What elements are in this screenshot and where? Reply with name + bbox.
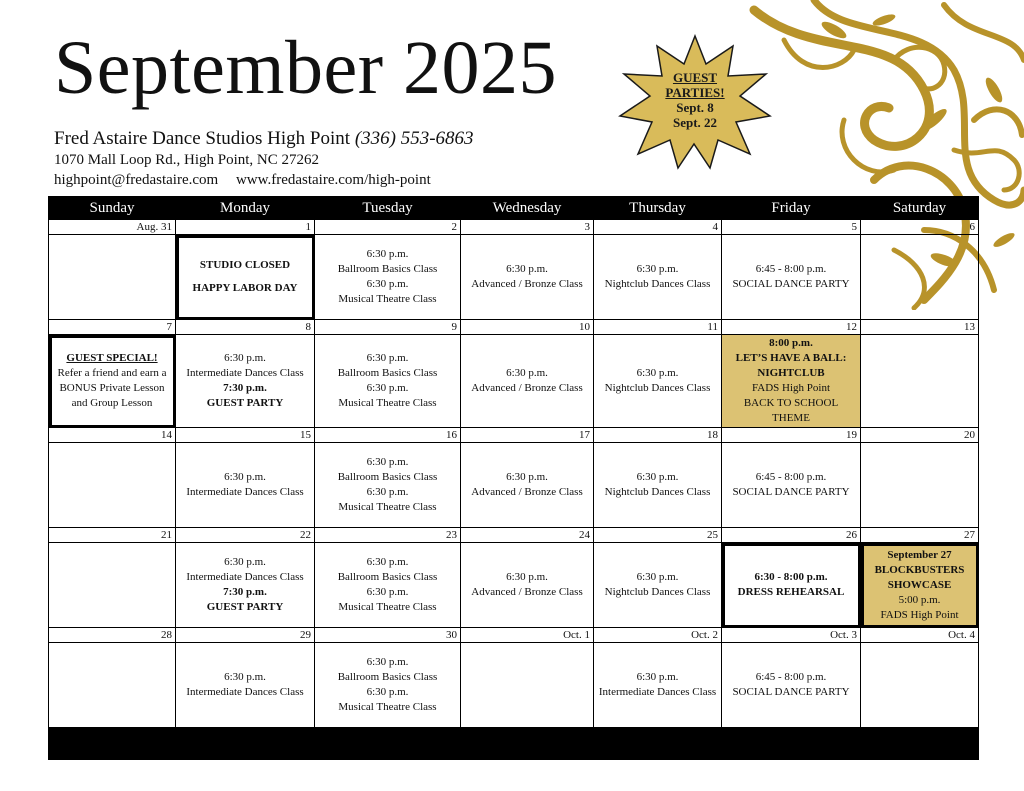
- day-cell-content: [722, 336, 860, 426]
- event-line: HAPPY LABOR DAY: [192, 282, 298, 294]
- day-cell-content: [461, 262, 593, 292]
- day-cell[interactable]: [176, 543, 315, 628]
- event-line: Nightclub Dances Class: [604, 278, 711, 290]
- event-line: GUEST PARTY: [206, 397, 284, 409]
- studio-contact: [54, 172, 431, 189]
- week-row: [49, 335, 979, 428]
- event-line: 6:30 p.m.: [636, 471, 679, 483]
- weekday-thursday: Thursday: [594, 197, 722, 220]
- event-line: Musical Theatre Class: [338, 397, 437, 409]
- event-line: FADS High Point: [751, 382, 831, 394]
- day-cell[interactable]: [176, 335, 315, 428]
- guest-parties-badge-text: [618, 70, 772, 130]
- event-line: 6:30 p.m.: [366, 456, 409, 468]
- day-cell[interactable]: [315, 443, 461, 528]
- date-number: 28: [49, 628, 176, 643]
- burst-date2: Sept. 22: [672, 115, 718, 130]
- day-cell[interactable]: [722, 543, 861, 628]
- event-line: 6:30 p.m.: [224, 671, 266, 683]
- event-line: Ballroom Basics Class: [337, 471, 438, 483]
- event-line: 6:30 p.m.: [366, 248, 409, 260]
- weekday-tuesday: Tuesday: [315, 197, 461, 220]
- event-line: Ballroom Basics Class: [337, 571, 438, 583]
- date-number: Oct. 1: [461, 628, 594, 643]
- day-cell[interactable]: [176, 443, 315, 528]
- calendar-body: [49, 220, 979, 728]
- weekday-wednesday: Wednesday: [461, 197, 594, 220]
- date-number: 16: [315, 428, 461, 443]
- day-cell[interactable]: [722, 643, 861, 728]
- event-line: [180, 273, 310, 281]
- day-cell[interactable]: [461, 235, 594, 320]
- event-line: 6:30 p.m.: [366, 382, 409, 394]
- event-line: DRESS REHEARSAL: [737, 586, 845, 598]
- day-cell[interactable]: [722, 335, 861, 428]
- calendar-footer-bar: [49, 728, 979, 760]
- burst-line2: PARTIES!: [665, 85, 725, 100]
- date-number: 20: [861, 428, 979, 443]
- date-number: 26: [722, 528, 861, 543]
- day-cell[interactable]: [861, 543, 979, 628]
- day-cell[interactable]: [594, 643, 722, 728]
- date-number: 27: [861, 528, 979, 543]
- weekday-sunday: Sunday: [49, 197, 176, 220]
- day-cell-content: [594, 470, 721, 500]
- event-line: 6:30 p.m.: [636, 671, 679, 683]
- day-cell[interactable]: [176, 235, 315, 320]
- event-line: 6:30 p.m.: [366, 656, 409, 668]
- date-number: 17: [461, 428, 594, 443]
- day-cell[interactable]: [861, 643, 979, 728]
- studio-name: Fred Astaire Dance Studios High Point: [54, 128, 351, 149]
- event-line: 5:00 p.m.: [898, 593, 941, 606]
- day-cell[interactable]: [722, 443, 861, 528]
- day-cell[interactable]: [861, 235, 979, 320]
- date-number: 8: [176, 320, 315, 335]
- studio-website[interactable]: www.fredastaire.com/high-point: [235, 172, 431, 188]
- event-line: 6:30 p.m.: [366, 278, 409, 290]
- day-cell-content: [722, 570, 860, 600]
- day-cell-content: [594, 366, 721, 396]
- event-line: Intermediate Dances Class: [186, 486, 304, 498]
- day-cell[interactable]: [315, 335, 461, 428]
- date-number: 5: [722, 220, 861, 235]
- day-cell-content: [315, 351, 460, 411]
- day-cell[interactable]: [461, 643, 594, 728]
- date-number: 25: [594, 528, 722, 543]
- day-cell-content: [594, 670, 721, 700]
- date-number: 19: [722, 428, 861, 443]
- date-number-row: [49, 320, 979, 335]
- day-cell[interactable]: [594, 335, 722, 428]
- event-line: 6:30 - 8:00 p.m.: [754, 571, 828, 583]
- event-line: 6:30 p.m.: [224, 556, 266, 568]
- event-line: SOCIAL DANCE PARTY: [732, 686, 850, 698]
- date-number: 2: [315, 220, 461, 235]
- day-cell[interactable]: [315, 543, 461, 628]
- day-cell-content: [315, 247, 460, 307]
- studio-email[interactable]: highpoint@fredastaire.com: [54, 172, 219, 188]
- date-number-row: [49, 220, 979, 235]
- calendar-grid: [48, 196, 979, 760]
- date-number: 4: [594, 220, 722, 235]
- day-cell-content: [722, 670, 860, 700]
- event-line: Ballroom Basics Class: [337, 263, 438, 275]
- event-line: SOCIAL DANCE PARTY: [732, 486, 850, 498]
- event-line: Intermediate Dances Class: [598, 686, 717, 698]
- day-cell-content: [722, 262, 860, 292]
- event-line: Advanced / Bronze Class: [471, 486, 583, 498]
- date-number: 11: [594, 320, 722, 335]
- event-line: 7:30 p.m.: [223, 382, 267, 394]
- day-cell-content: [594, 262, 721, 292]
- day-cell[interactable]: [49, 235, 176, 320]
- event-line: Ballroom Basics Class: [337, 671, 438, 683]
- burst-line1: GUEST: [672, 70, 718, 85]
- event-line: BACK TO SCHOOL THEME: [743, 397, 839, 424]
- day-cell[interactable]: [722, 235, 861, 320]
- studio-phone: (336) 553-6863: [354, 128, 474, 149]
- date-number-row: [49, 428, 979, 443]
- event-line: 6:45 - 8:00 p.m.: [755, 471, 827, 483]
- day-cell[interactable]: [49, 643, 176, 728]
- event-line: 6:30 p.m.: [224, 352, 266, 364]
- event-line: 6:45 - 8:00 p.m.: [755, 671, 827, 683]
- day-cell[interactable]: [315, 643, 461, 728]
- date-number: 24: [461, 528, 594, 543]
- event-line: 6:30 p.m.: [636, 571, 679, 583]
- date-number: 29: [176, 628, 315, 643]
- date-number: 1: [176, 220, 315, 235]
- date-number: 9: [315, 320, 461, 335]
- week-row: [49, 643, 979, 728]
- date-number: 7: [49, 320, 176, 335]
- day-cell-content: [315, 655, 460, 715]
- day-cell-content: [315, 555, 460, 615]
- event-line: Intermediate Dances Class: [186, 571, 304, 583]
- event-line: Ballroom Basics Class: [337, 367, 438, 379]
- event-line: 6:30 p.m.: [366, 352, 409, 364]
- day-cell[interactable]: [315, 235, 461, 320]
- event-line: Musical Theatre Class: [338, 293, 437, 305]
- day-cell-content: [176, 670, 314, 700]
- event-line: 6:45 - 8:00 p.m.: [755, 263, 827, 275]
- event-line: LET’S HAVE A BALL: NIGHTCLUB: [735, 352, 847, 379]
- date-number: 22: [176, 528, 315, 543]
- date-number: 3: [461, 220, 594, 235]
- day-cell[interactable]: [49, 335, 176, 428]
- date-number: 30: [315, 628, 461, 643]
- day-cell[interactable]: [461, 443, 594, 528]
- weekday-monday: Monday: [176, 197, 315, 220]
- event-line: Advanced / Bronze Class: [471, 586, 583, 598]
- day-cell-content: [594, 570, 721, 600]
- date-number: Oct. 2: [594, 628, 722, 643]
- day-cell[interactable]: [594, 235, 722, 320]
- event-line: 6:30 p.m.: [224, 471, 266, 483]
- event-line: Musical Theatre Class: [338, 501, 437, 513]
- date-number: 18: [594, 428, 722, 443]
- date-number: 23: [315, 528, 461, 543]
- event-line: STUDIO CLOSED: [199, 259, 291, 271]
- event-line: 6:30 p.m.: [366, 486, 409, 498]
- day-cell[interactable]: [176, 643, 315, 728]
- day-cell[interactable]: [594, 443, 722, 528]
- event-line: Nightclub Dances Class: [604, 486, 711, 498]
- event-line: Musical Theatre Class: [338, 601, 437, 613]
- event-line: 6:30 p.m.: [506, 263, 548, 275]
- event-line: Nightclub Dances Class: [604, 586, 711, 598]
- event-line: 6:30 p.m.: [366, 686, 409, 698]
- event-line: 6:30 p.m.: [506, 471, 548, 483]
- weekday-header-row: [49, 197, 979, 220]
- studio-info: [54, 128, 474, 150]
- day-cell-content: [461, 366, 593, 396]
- day-cell[interactable]: [861, 443, 979, 528]
- event-line: September 27: [887, 548, 952, 561]
- event-line: Intermediate Dances Class: [186, 686, 304, 698]
- day-cell-content: [49, 351, 175, 411]
- event-line: 6:30 p.m.: [636, 263, 679, 275]
- event-line: GUEST PARTY: [206, 601, 284, 613]
- date-number: 21: [49, 528, 176, 543]
- date-number: 15: [176, 428, 315, 443]
- event-line: Nightclub Dances Class: [604, 382, 711, 394]
- event-line: Advanced / Bronze Class: [471, 278, 583, 290]
- event-line: BLOCKBUSTERS SHOWCASE: [874, 563, 965, 591]
- weekday-friday: Friday: [722, 197, 861, 220]
- event-line: SOCIAL DANCE PARTY: [732, 278, 850, 290]
- date-number: Oct. 4: [861, 628, 979, 643]
- date-number: 12: [722, 320, 861, 335]
- date-number: 13: [861, 320, 979, 335]
- day-cell-content: [722, 470, 860, 500]
- day-cell[interactable]: [49, 543, 176, 628]
- date-number: Oct. 3: [722, 628, 861, 643]
- day-cell-content: [176, 351, 314, 411]
- event-line: Refer a friend and earn a BONUS Private Lesson and Group Lesson: [57, 367, 167, 409]
- page-title: September 2025: [54, 26, 558, 110]
- date-number: 14: [49, 428, 176, 443]
- event-line: GUEST SPECIAL!: [66, 352, 158, 364]
- event-line: Advanced / Bronze Class: [471, 382, 583, 394]
- day-cell[interactable]: [49, 443, 176, 528]
- date-number: Aug. 31: [49, 220, 176, 235]
- day-cell-content: [176, 258, 314, 296]
- day-cell[interactable]: [461, 335, 594, 428]
- day-cell-content: [176, 470, 314, 500]
- day-cell[interactable]: [861, 335, 979, 428]
- day-cell-content: [461, 570, 593, 600]
- day-cell[interactable]: [594, 543, 722, 628]
- event-line: 6:30 p.m.: [636, 367, 679, 379]
- event-line: 7:30 p.m.: [223, 586, 267, 598]
- date-number-row: [49, 528, 979, 543]
- date-number: 10: [461, 320, 594, 335]
- week-row: [49, 443, 979, 528]
- burst-date1: Sept. 8: [676, 100, 714, 115]
- day-cell-content: [176, 555, 314, 615]
- date-number: 6: [861, 220, 979, 235]
- event-line: 8:00 p.m.: [769, 337, 813, 349]
- day-cell-content: [461, 470, 593, 500]
- studio-address: 1070 Mall Loop Rd., High Point, NC 27262: [54, 152, 320, 168]
- event-line: 6:30 p.m.: [366, 556, 409, 568]
- event-line: 6:30 p.m.: [506, 571, 548, 583]
- event-line: Musical Theatre Class: [338, 701, 437, 713]
- day-cell-content: [315, 455, 460, 515]
- event-line: 6:30 p.m.: [506, 367, 548, 379]
- weekday-saturday: Saturday: [861, 197, 979, 220]
- event-line: FADS High Point: [880, 608, 959, 621]
- week-row: [49, 235, 979, 320]
- week-row: [49, 543, 979, 628]
- day-cell-content: [861, 548, 978, 623]
- event-line: 6:30 p.m.: [366, 586, 409, 598]
- day-cell[interactable]: [461, 543, 594, 628]
- event-line: Intermediate Dances Class: [186, 367, 304, 379]
- date-number-row: [49, 628, 979, 643]
